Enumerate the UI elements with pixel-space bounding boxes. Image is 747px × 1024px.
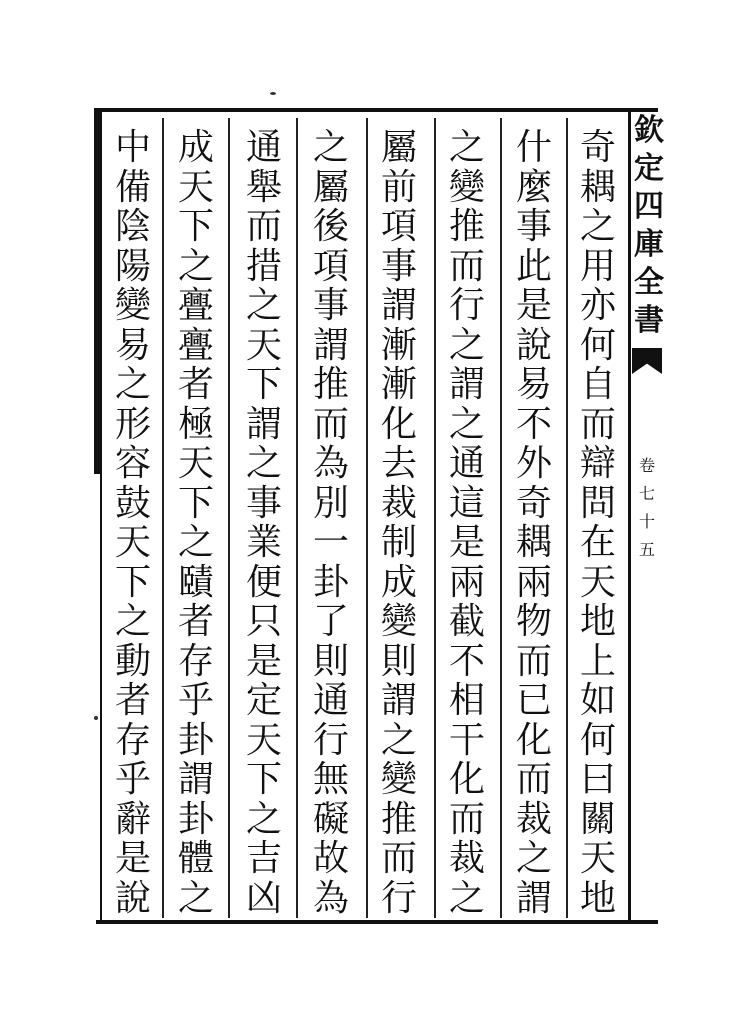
glyph: 裁 (515, 798, 552, 840)
text-column-2 (505, 128, 563, 918)
glyph: 體 (177, 838, 214, 879)
column-divider (228, 118, 230, 918)
glyph: 五 (638, 540, 655, 559)
glyph: 天 (245, 324, 282, 366)
glyph: 欽 (634, 113, 664, 148)
text-column-1 (569, 128, 627, 918)
glyph: 定 (245, 680, 282, 721)
glyph: 易 (515, 364, 552, 405)
glyph: 裁 (448, 838, 485, 879)
glyph: 耦 (579, 166, 616, 208)
glyph: 鼓 (114, 482, 151, 524)
glyph: 之 (380, 719, 417, 761)
text-column-8 (104, 128, 162, 918)
glyph: 項 (380, 206, 417, 247)
glyph: 謂 (515, 877, 552, 919)
glyph: 如 (579, 680, 616, 721)
glyph: 礙 (312, 798, 349, 840)
glyph: 卦 (177, 719, 214, 761)
glyph: 之 (245, 285, 282, 326)
glyph: 易 (114, 324, 151, 366)
glyph: 全 (634, 265, 664, 300)
glyph: 事 (380, 245, 417, 287)
glyph: 而 (312, 403, 349, 445)
glyph: 這 (448, 482, 485, 524)
glyph: 卷 (638, 456, 655, 475)
glyph: 乎 (114, 759, 151, 800)
glyph: 而 (245, 206, 282, 247)
glyph: 變 (114, 285, 151, 326)
glyph: 別 (312, 482, 349, 524)
glyph: 則 (312, 640, 349, 682)
glyph: 化 (448, 759, 485, 800)
glyph: 項 (312, 245, 349, 287)
glyph: 之 (448, 403, 485, 445)
glyph: 謂 (448, 364, 485, 405)
glyph: 事 (515, 206, 552, 247)
glyph: 存 (177, 640, 214, 682)
glyph: 說 (515, 324, 552, 366)
glyph: 裁 (380, 482, 417, 524)
margin-book-title (634, 112, 664, 340)
glyph: 麼 (515, 166, 552, 208)
text-column-7 (167, 128, 225, 918)
glyph: 而 (448, 245, 485, 287)
glyph: 四 (634, 189, 664, 224)
glyph: 是 (515, 285, 552, 326)
fish-tail-mark (632, 348, 662, 374)
glyph: 為 (312, 443, 349, 484)
glyph: 問 (579, 482, 616, 524)
glyph: 賾 (177, 561, 214, 603)
glyph: 之 (177, 522, 214, 563)
glyph: 為 (312, 877, 349, 919)
frame-right-border (628, 108, 631, 924)
glyph: 而 (380, 838, 417, 879)
glyph: 事 (312, 285, 349, 326)
glyph: 是 (448, 522, 485, 563)
glyph: 後 (312, 206, 349, 247)
glyph: 上 (579, 640, 616, 682)
glyph: 故 (312, 838, 349, 879)
frame-left-border (100, 108, 102, 924)
margin-volume-label (636, 452, 658, 564)
glyph: 天 (177, 443, 214, 484)
glyph: 天 (114, 522, 151, 563)
glyph: 下 (245, 364, 282, 405)
glyph: 之 (515, 838, 552, 879)
glyph: 什 (515, 127, 552, 168)
glyph: 辭 (114, 798, 151, 840)
column-divider (162, 118, 164, 918)
glyph: 一 (312, 522, 349, 563)
glyph: 之 (114, 601, 151, 642)
glyph: 變 (380, 759, 417, 800)
glyph: 則 (380, 640, 417, 682)
glyph: 之 (448, 324, 485, 366)
glyph: 而 (515, 640, 552, 682)
glyph: 者 (114, 680, 151, 721)
glyph: 推 (312, 364, 349, 405)
glyph: 亹 (177, 285, 214, 326)
glyph: 只 (245, 601, 282, 642)
glyph: 亹 (177, 324, 214, 366)
glyph: 七 (638, 484, 655, 503)
glyph: 是 (114, 838, 151, 879)
glyph: 不 (515, 403, 552, 445)
glyph: 通 (245, 127, 282, 168)
glyph: 而 (579, 403, 616, 445)
column-divider (434, 118, 436, 918)
glyph: 地 (579, 877, 616, 919)
glyph: 陰 (114, 206, 151, 247)
glyph: 動 (114, 640, 151, 682)
glyph: 自 (579, 364, 616, 405)
frame-bottom-border (96, 920, 658, 924)
glyph: 之 (448, 877, 485, 919)
glyph: 此 (515, 245, 552, 287)
column-divider (366, 118, 368, 918)
glyph: 推 (380, 798, 417, 840)
glyph: 之 (177, 245, 214, 287)
ink-speck (94, 716, 98, 720)
glyph: 物 (515, 601, 552, 642)
glyph: 化 (515, 719, 552, 761)
glyph: 天 (177, 166, 214, 208)
glyph: 吉 (245, 838, 282, 879)
glyph: 截 (448, 601, 485, 642)
glyph: 辯 (579, 443, 616, 484)
glyph: 何 (579, 719, 616, 761)
glyph: 奇 (515, 482, 552, 524)
glyph: 漸 (380, 324, 417, 366)
text-column-4 (370, 128, 428, 918)
glyph: 奇 (579, 127, 616, 168)
glyph: 書 (634, 303, 664, 338)
glyph: 已 (515, 680, 552, 721)
glyph: 謂 (380, 285, 417, 326)
glyph: 說 (114, 877, 151, 919)
glyph: 舉 (245, 166, 282, 208)
glyph: 關 (579, 798, 616, 840)
glyph: 無 (312, 759, 349, 800)
glyph: 屬 (312, 166, 349, 208)
glyph: 變 (380, 601, 417, 642)
glyph: 了 (312, 601, 349, 642)
glyph: 耦 (515, 522, 552, 563)
glyph: 亦 (579, 285, 616, 326)
glyph: 之 (448, 127, 485, 168)
glyph: 前 (380, 166, 417, 208)
glyph: 事 (245, 482, 282, 524)
text-column-3 (438, 128, 496, 918)
glyph: 何 (579, 324, 616, 366)
glyph: 推 (448, 206, 485, 247)
glyph: 業 (245, 522, 282, 563)
glyph: 天 (245, 719, 282, 761)
glyph: 通 (312, 680, 349, 721)
glyph: 在 (579, 522, 616, 563)
glyph: 而 (515, 759, 552, 800)
glyph: 行 (312, 719, 349, 761)
glyph: 謂 (380, 680, 417, 721)
glyph: 行 (448, 285, 485, 326)
glyph: 乎 (177, 680, 214, 721)
glyph: 措 (245, 245, 282, 287)
glyph: 之 (579, 206, 616, 247)
frame-top-border (96, 108, 658, 112)
glyph: 謂 (245, 403, 282, 445)
glyph: 下 (114, 561, 151, 603)
glyph: 卦 (177, 798, 214, 840)
glyph: 極 (177, 403, 214, 445)
glyph: 之 (177, 877, 214, 919)
column-divider (500, 118, 502, 918)
glyph: 制 (380, 522, 417, 563)
glyph: 兩 (448, 561, 485, 603)
glyph: 十 (638, 512, 655, 531)
glyph: 地 (579, 601, 616, 642)
glyph: 中 (114, 127, 151, 168)
glyph: 之 (245, 798, 282, 840)
glyph: 通 (448, 443, 485, 484)
glyph: 之 (312, 127, 349, 168)
glyph: 下 (177, 482, 214, 524)
glyph: 化 (380, 403, 417, 445)
glyph: 下 (245, 759, 282, 800)
glyph: 變 (448, 166, 485, 208)
glyph: 者 (177, 364, 214, 405)
glyph: 定 (634, 151, 664, 186)
column-divider (566, 118, 568, 918)
glyph: 卦 (312, 561, 349, 603)
glyph: 屬 (380, 127, 417, 168)
glyph: 天 (579, 561, 616, 603)
glyph: 成 (380, 561, 417, 603)
glyph: 形 (114, 403, 151, 445)
glyph: 謂 (312, 324, 349, 366)
glyph: 行 (380, 877, 417, 919)
glyph: 存 (114, 719, 151, 761)
glyph: 之 (114, 364, 151, 405)
glyph: 者 (177, 601, 214, 642)
glyph: 曰 (579, 759, 616, 800)
glyph: 干 (448, 719, 485, 761)
glyph: 下 (177, 206, 214, 247)
glyph: 不 (448, 640, 485, 682)
glyph: 外 (515, 443, 552, 484)
glyph: 庫 (634, 227, 664, 262)
glyph: 兩 (515, 561, 552, 603)
glyph: 便 (245, 561, 282, 603)
glyph: 成 (177, 127, 214, 168)
text-column-5 (302, 128, 360, 918)
glyph: 之 (245, 443, 282, 484)
text-column-6 (235, 128, 293, 918)
glyph: 容 (114, 443, 151, 484)
glyph: 天 (579, 838, 616, 879)
glyph: 謂 (177, 759, 214, 800)
glyph: 是 (245, 640, 282, 682)
glyph: 備 (114, 166, 151, 208)
glyph: 而 (448, 798, 485, 840)
glyph: 凶 (245, 877, 282, 919)
glyph: 相 (448, 680, 485, 721)
glyph: 陽 (114, 245, 151, 287)
column-divider (296, 118, 298, 918)
glyph: 去 (380, 443, 417, 484)
glyph: 漸 (380, 364, 417, 405)
glyph: 用 (579, 245, 616, 287)
ink-speck (270, 92, 276, 95)
